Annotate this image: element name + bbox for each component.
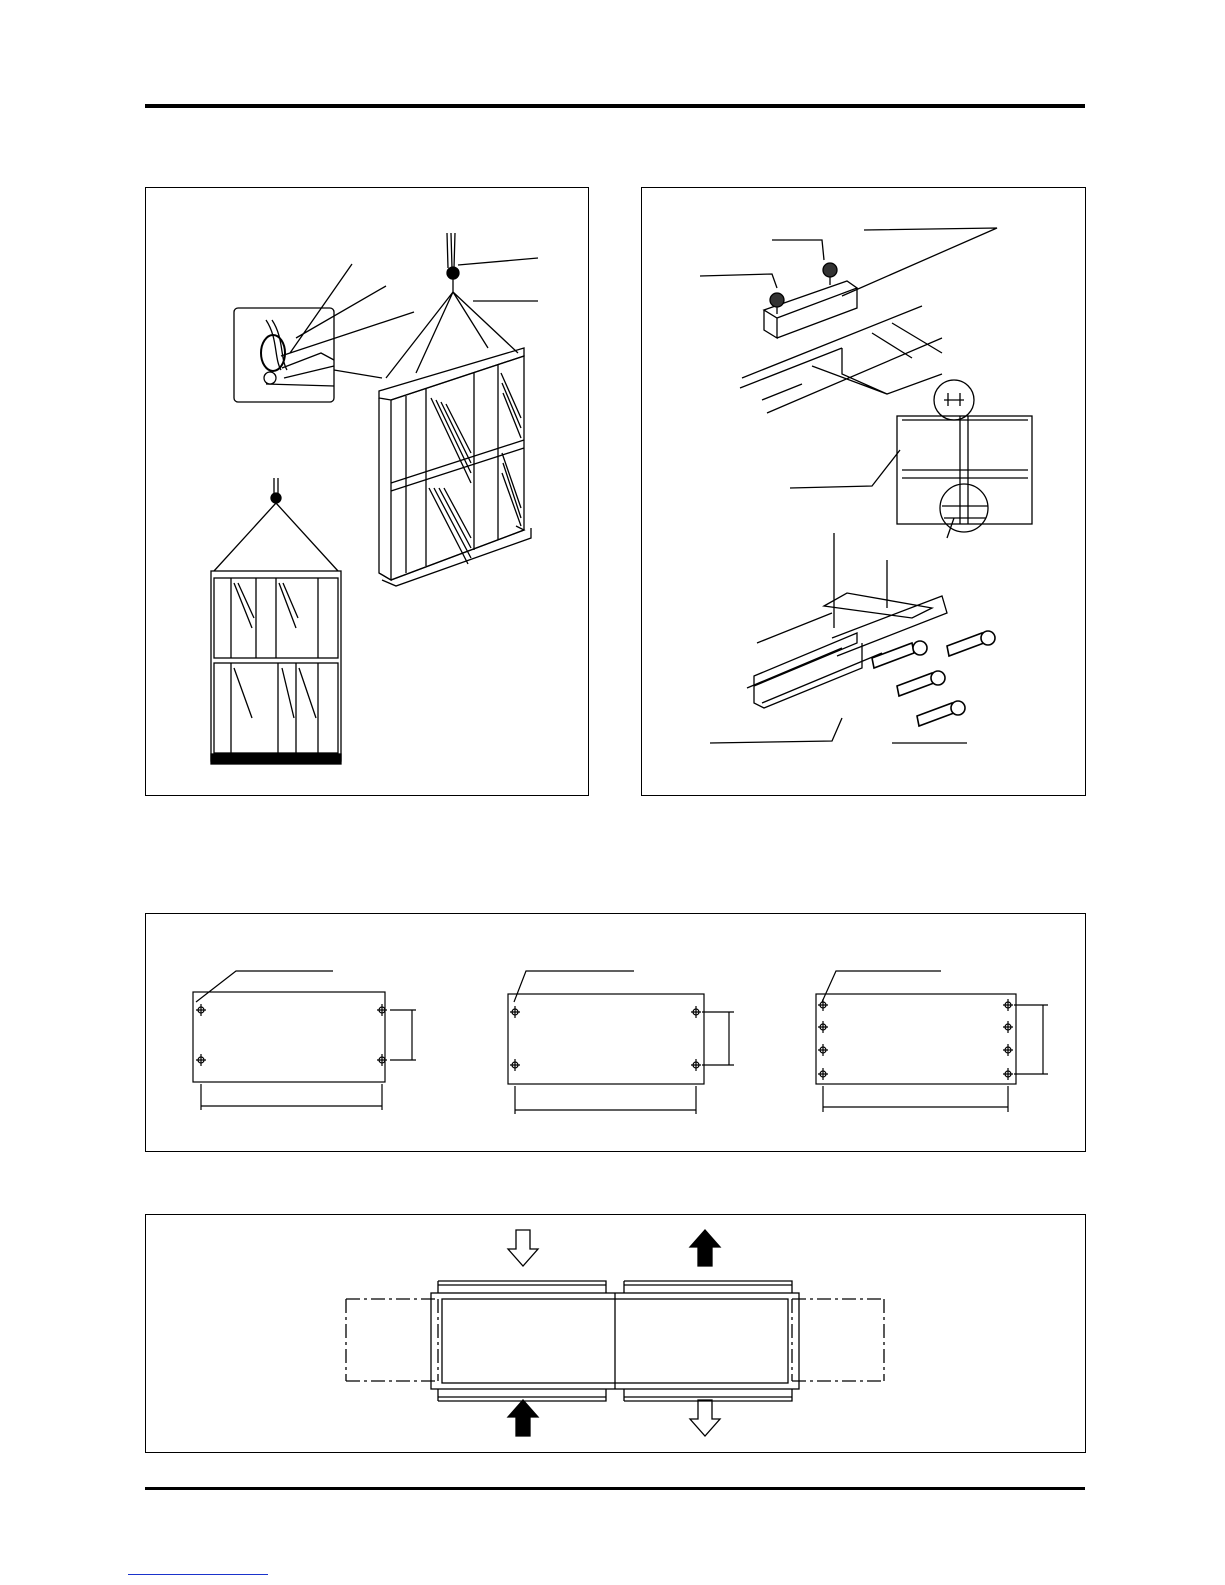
footer-rule (145, 1487, 1085, 1490)
foundation-holes-panel (145, 913, 1086, 1152)
air-in-arrow-top (508, 1230, 538, 1266)
airflow-diagram-panel (145, 1214, 1086, 1453)
lifting-figure-panel (145, 187, 589, 796)
mounting-figure-panel (641, 187, 1086, 796)
air-out-arrow-top (690, 1230, 720, 1266)
lifting-illustration (146, 188, 587, 794)
air-in-arrow-bottom (690, 1400, 720, 1436)
foundation-hole-diagrams (146, 914, 1084, 1150)
footer-link-underline[interactable] (128, 1574, 268, 1575)
mounting-illustration (642, 188, 1084, 794)
header-rule (145, 104, 1085, 108)
airflow-unit-diagram (146, 1215, 1084, 1451)
air-out-arrow-bottom (508, 1400, 538, 1436)
